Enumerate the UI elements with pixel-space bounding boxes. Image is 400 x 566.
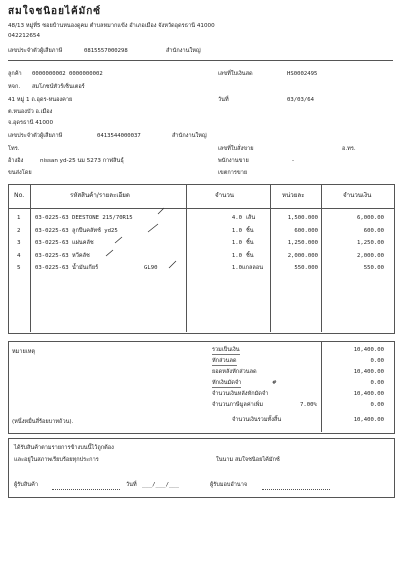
row-desc: 03-0225-63 หวีคลัช (35, 253, 90, 259)
summary-label-deposit: หักเงินมัดจำ (212, 380, 242, 386)
company-branch: สำนักงานใหญ่ (166, 48, 201, 54)
summary-value-divider (321, 341, 322, 432)
customer-tax-label: เลขประจำตัวผู้เสียภาษี (8, 133, 63, 139)
customer-tax-id: 0413544000037 (97, 133, 141, 139)
row-qty: 1.0 (231, 265, 242, 271)
salesman-value: - (292, 158, 295, 164)
row-no: 4 (17, 253, 21, 259)
row-unit: แกลลอน (242, 265, 264, 271)
summary-value-vat: 0.00 (370, 402, 384, 408)
col-header-no: No. (14, 192, 25, 199)
row-qty: 1.0 (231, 228, 242, 234)
summary-vat-rate: 7.00% (300, 402, 317, 408)
row-amount: 1,250.00 (357, 240, 384, 246)
company-name: สมใจชนิอยไค้มักซ์ (8, 6, 102, 17)
row-no: 2 (17, 228, 21, 234)
summary-deposit-mark: # (272, 380, 277, 386)
row-price: 550.000 (294, 265, 318, 271)
on-behalf-of: ในนาม สมใจชนิอยไค้มักซ์ (216, 457, 280, 463)
received-note: ได้รับสินค้าตามรายการข้างบนนี้ไว้ถูกต้อง (14, 445, 114, 451)
company-address: 48/13 หมู่ที่5 ซอยบ้านหนองดูคม ตำบลหมากแข้ง อำเภอเมือง จังหวัดอุดรธานี 41000 (8, 23, 215, 29)
row-qty: 1.0 (231, 240, 242, 246)
receiver-date-blank: ___/___/___ (142, 482, 180, 488)
customer-code: 0000000002 0000000002 (32, 71, 103, 77)
row-no: 5 (17, 265, 21, 271)
row-price: 2,000.000 (287, 253, 318, 259)
contact-label: อ.ทร. (342, 146, 356, 152)
summary-value-discount: 0.00 (370, 358, 384, 364)
row-no: 1 (17, 215, 21, 221)
col-header-qty: จำนวน (215, 192, 235, 199)
summary-label-grand-total: จำนวนเงินรวมทั้งสิ้น (232, 417, 282, 423)
row-desc: 03-0225-63 น้ำมันเกียร์ (35, 265, 99, 271)
col-header-amount: จำนวนเงิน (343, 192, 372, 199)
row-amount: 600.00 (363, 228, 384, 234)
po-label: เลขที่ใบสั่งขาย (218, 146, 254, 152)
row-amount: 550.00 (363, 265, 384, 271)
customer-name: สมโภชน์ทัวร์เซ็นเตอร์ (32, 84, 85, 90)
customer-address2: ต.หนองบัว อ.เมือง (8, 109, 53, 115)
row-amount: 2,000.00 (357, 253, 384, 259)
doc-no: HS0002495 (287, 71, 318, 77)
date-label: วันที่ (218, 97, 229, 103)
company-tax-id: 0815557000298 (84, 48, 128, 54)
col-header-unit-price: หน่วยละ (282, 192, 305, 199)
row-unit: ชิ้น (246, 228, 254, 234)
customer-name-prefix: หจก. (8, 84, 21, 90)
row-unit: ชิ้น (246, 240, 254, 246)
customer-branch: สำนักงานใหญ่ (172, 133, 207, 139)
row-qty: 1.0 (231, 253, 242, 259)
phone-label: โทร. (8, 146, 20, 152)
customer-address1: 41 หมู่ 1 ถ.อุดร-หนองคาย (8, 97, 73, 103)
row-desc: 03-0225-63 ลูกปืนคลัทช์ yd25 (35, 228, 118, 234)
remarks-label: หมายเหตุ (12, 349, 36, 355)
condition-note: และอยู่ในสภาพเรียบร้อยทุกประการ (14, 457, 99, 463)
summary-label-total: รวมเป็นเงิน (212, 347, 240, 353)
summary-label-after-deposit: จำนวนเงินหลังหักมัดจำ (212, 391, 269, 397)
company-tax-label: เลขประจำตัวผู้เสียภาษี (8, 48, 63, 54)
summary-label-discount: หักส่วนลด (212, 358, 237, 364)
receiver-label: ผู้รับสินค้า (14, 482, 38, 488)
sales-area-label: เขตการขาย (218, 170, 248, 176)
salesman-label: พนักงานขาย (218, 158, 249, 164)
authorized-signature-line (262, 489, 330, 490)
receiver-date-label: วันที่ (126, 482, 137, 488)
summary-label-vat: จำนวนภาษีมูลค่าเพิ่ม (212, 402, 264, 408)
receiver-signature-line (52, 489, 120, 490)
summary-value-after-deposit: 10,400.00 (353, 391, 384, 397)
doc-date: 03/03/64 (287, 97, 314, 103)
doc-no-label: เลขที่ใบเงินสด (218, 71, 253, 77)
row-unit: ชิ้น (246, 253, 254, 259)
authorized-label: ผู้รับมอบอำนาจ (210, 482, 248, 488)
customer-code-label: ลูกค้า (8, 71, 22, 77)
summary-value-grand-total: 10,400.00 (353, 417, 384, 423)
row-amount: 6,000.00 (357, 215, 384, 221)
row-price: 600.000 (294, 228, 318, 234)
row-desc-extra: GL90 (144, 265, 158, 271)
row-desc: 03-0225-63 DEESTONE 215/70R15 (35, 215, 133, 221)
summary-value-deposit: 0.00 (370, 380, 384, 386)
reference-value: nissan yd-25 นม 5273 กาฬสินธุ์ (40, 158, 124, 164)
row-unit: เส้น (246, 215, 256, 221)
row-price: 1,250.000 (287, 240, 318, 246)
row-no: 3 (17, 240, 21, 246)
summary-value-total: 10,400.00 (353, 347, 384, 353)
reference-label: อ้างอิง (8, 158, 24, 164)
summary-value-after-discount: 10,400.00 (353, 369, 384, 375)
amount-in-words: (หนึ่งหมื่นสี่ร้อยบาทถ้วน). (12, 419, 74, 425)
col-header-desc: รหัสสินค้า/รายละเอียด (70, 192, 130, 199)
row-qty: 4.0 (231, 215, 242, 221)
row-desc: 03-0225-63 แผ่นคลัช (35, 240, 94, 246)
shipping-label: ขนส่งโดย (8, 170, 32, 176)
customer-address3: จ.อุดรธานี 41000 (8, 120, 54, 126)
company-phone: 042212654 (8, 33, 41, 39)
summary-label-after-discount: ยอดหลังหักส่วนลด (212, 369, 257, 375)
row-price: 1,500.000 (287, 215, 318, 221)
